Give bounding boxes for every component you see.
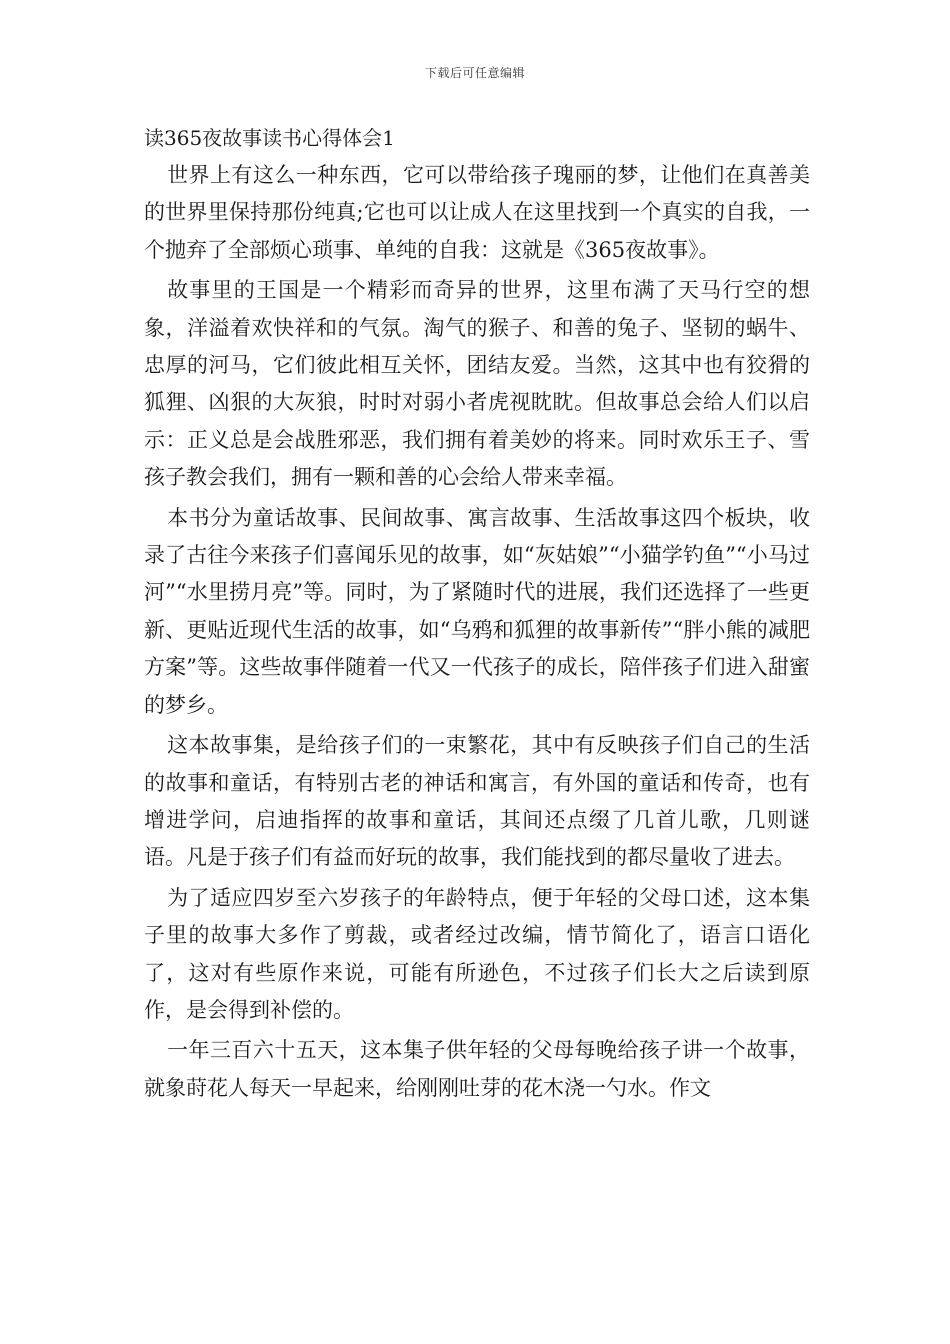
document-title: 读365夜故事读书心得体会1 [144, 126, 395, 150]
paragraph-1: 世界上有这么一种东西，它可以带给孩子瑰丽的梦，让他们在真善美的世界里保持那份纯真;它也可以让成人在这里找到一个真实的自我，一个抛弃了全部烦心琐事、单纯的自我：这就是《365夜故事》。 [144, 163, 810, 262]
paragraph-2: 故事里的王国是一个精彩而奇异的世界，这里布满了天马行空的想象，洋溢着欢快祥和的气氛。淘气的猴子、和善的兔子、坚韧的蜗牛、忠厚的河马，它们彼此相互关怀，团结友爱。当然，这其中也有狡猾的狐狸、凶狠的大灰狼，时时对弱小者虎视眈眈。但故事总会给人们以启示：正义总是会战胜邪恶，我们拥有着美妙的将来。同时欢乐王子、雪孩子教会我们，拥有一颗和善的心会给人带来幸福。 [144, 278, 810, 490]
page-header: 下载后可任意编辑 [424, 66, 525, 80]
document-body [144, 121, 810, 1110]
paragraph-4: 这本故事集，是给孩子们的一束繁花，其中有反映孩子们自己的生活的故事和童话，有特别古老的神话和寓言，有外国的童话和传奇，也有增进学问，启迪指挥的故事和童话，其间还点缀了几首儿歌，几则谜语。凡是于孩子们有益而好玩的故事，我们能找到的都尽量收了进去。 [144, 733, 810, 870]
paragraph-5: 为了适应四岁至六岁孩子的年龄特点，便于年轻的父母口述，这本集子里的故事大多作了剪裁，或者经过改编，情节简化了，语言口语化了，这对有些原作来说，可能有所逊色，不过孩子们长大之后读到原作，是会得到补偿的。 [144, 885, 810, 1022]
paragraph-3: 本书分为童话故事、民间故事、寓言故事、生活故事这四个板块，收录了古往今来孩子们喜闻乐见的故事，如“灰姑娘”“小猫学钓鱼”“小马过河”“水里捞月亮”等。同时，为了紧随时代的进展，我们还选择了一些更新、更贴近现代生活的故事，如“乌鸦和狐狸的故事新传”“胖小熊的减肥方案”等。这些故事伴随着一代又一代孩子的成长，陪伴孩子们进入甜蜜的梦乡。 [144, 505, 810, 717]
paragraph-6: 一年三百六十五天，这本集子供年轻的父母每晚给孩子讲一个故事，就象莳花人每天一早起来，给刚刚吐芽的花木浇一勺水。作文 [144, 1038, 810, 1100]
